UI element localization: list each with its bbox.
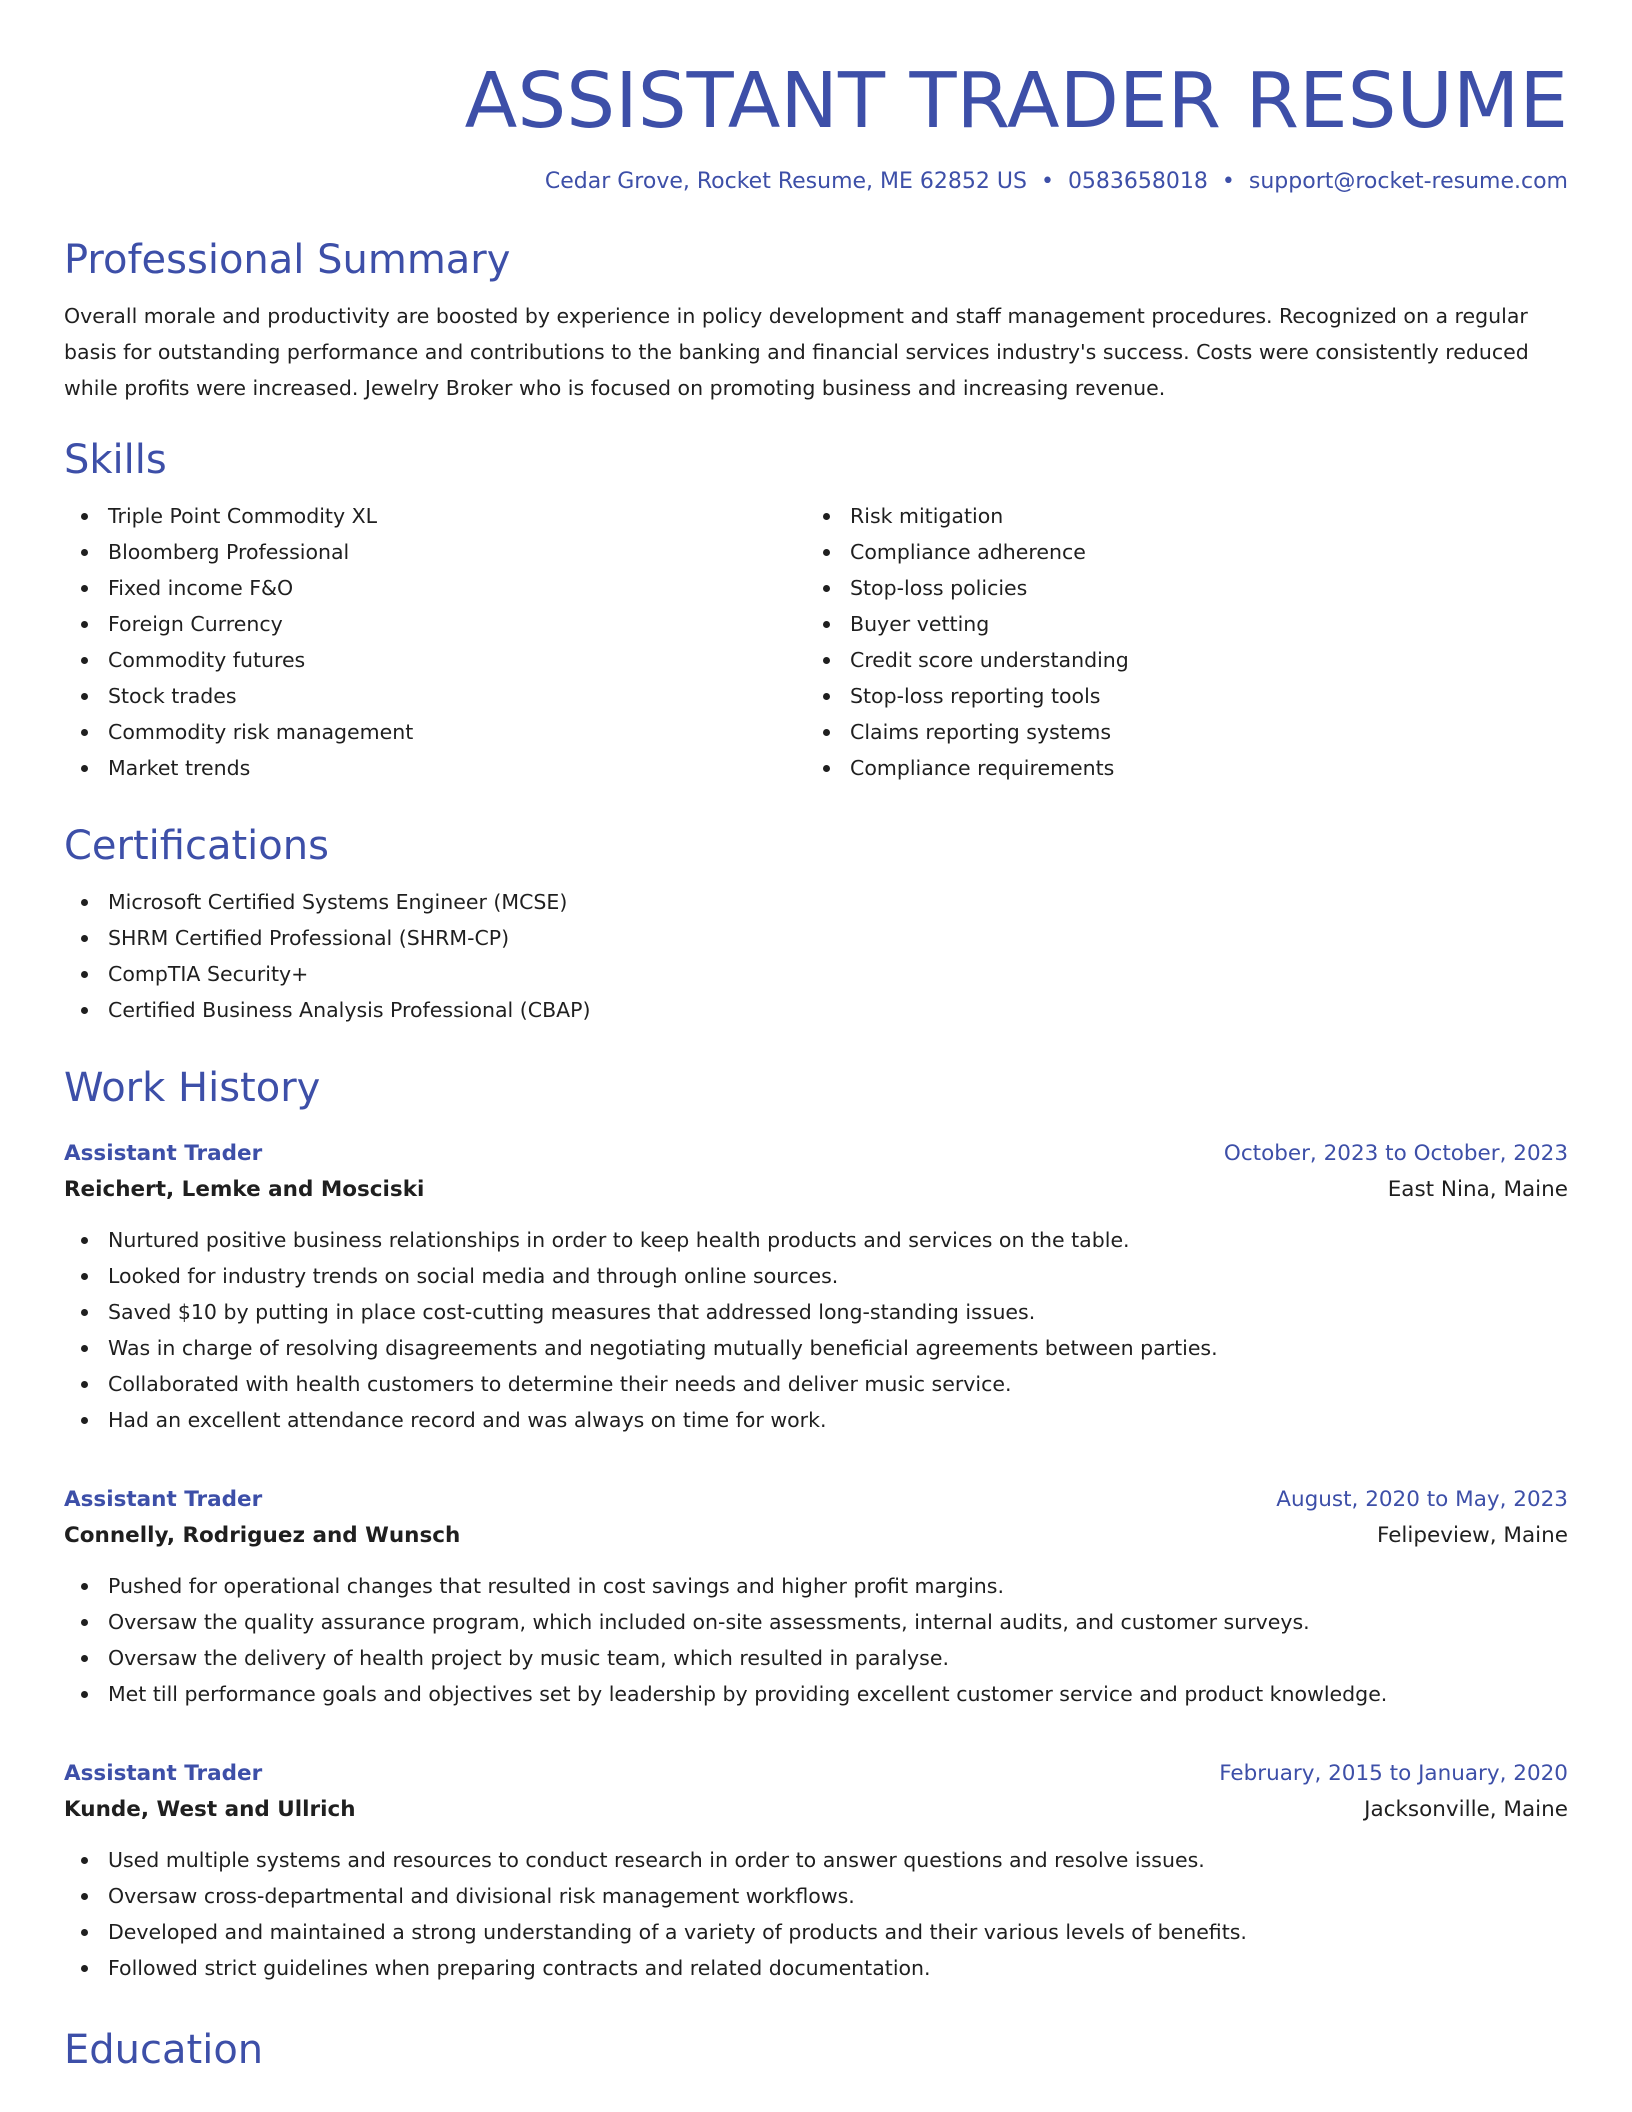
job-duty-item: Oversaw cross-departmental and divisional risk management workflows. (108, 1878, 1568, 1914)
certification-item: Certified Business Analysis Professional (CBAP) (108, 992, 1568, 1028)
job-duty-item: Saved $10 by putting in place cost-cutting measures that addressed long-standing issues. (108, 1294, 1568, 1330)
skill-item: Commodity futures (108, 642, 806, 678)
contact-phone: 0583658018 (1067, 169, 1208, 194)
skill-item: Credit score understanding (850, 642, 1548, 678)
certification-item: SHRM Certified Professional (SHRM-CP) (108, 920, 1568, 956)
skill-item: Commodity risk management (108, 714, 806, 750)
summary-section (64, 234, 1568, 406)
job-duty-item: Oversaw the delivery of health project by music team, which resulted in paralyse. (108, 1640, 1568, 1676)
skill-item: Stop-loss policies (850, 570, 1548, 606)
job-duty-item: Pushed for operational changes that resulted in cost savings and higher profit margins. (108, 1568, 1568, 1604)
skill-item: Stop-loss reporting tools (850, 678, 1548, 714)
skill-item: Compliance adherence (850, 534, 1548, 570)
skills-column-left (64, 498, 806, 786)
education-section (64, 2024, 1568, 2076)
resume-header (64, 58, 1568, 198)
job-duty-item: Looked for industry trends on social media and through online sources. (108, 1258, 1568, 1294)
job-duties-list (64, 1568, 1568, 1712)
job-duty-item: Developed and maintained a strong understanding of a variety of products and their various levels of benefits. (108, 1914, 1568, 1950)
contact-line (64, 166, 1568, 198)
job-dates: February, 2015 to January, 2020 (1219, 1761, 1568, 1786)
contact-email: support@rocket-resume.com (1248, 169, 1568, 194)
job-duties-list (64, 1842, 1568, 1986)
skills-list-left (64, 498, 806, 786)
skills-column-right (806, 498, 1548, 786)
skill-item: Bloomberg Professional (108, 534, 806, 570)
certifications-list (64, 884, 1568, 1028)
skill-item: Compliance requirements (850, 750, 1548, 786)
job-dates: August, 2020 to May, 2023 (1276, 1487, 1568, 1512)
contact-address: Cedar Grove, Rocket Resume, ME 62852 US (544, 169, 1027, 194)
skill-item: Foreign Currency (108, 606, 806, 642)
summary-heading: Professional Summary (64, 237, 511, 283)
job-title: Assistant Trader (64, 1487, 263, 1512)
job-entry (64, 1482, 1568, 1712)
summary-text: Overall morale and productivity are boosted by experience in policy development and staff management procedures. Recognized on a regular basis for outstanding performance and contributions to the banking and financial services industry's success. Costs were consistently reduced while profits were increased. Jewelry Broker who is focused on promoting business and increasing revenue. (64, 304, 1529, 400)
job-entry (64, 1756, 1568, 1986)
contact-separator: • (1221, 169, 1235, 194)
certifications-heading: Certifications (64, 823, 329, 869)
skill-item: Fixed income F&O (108, 570, 806, 606)
contact-separator: • (1040, 169, 1054, 194)
job-company: Kunde, West and Ullrich (64, 1797, 356, 1822)
work-history-heading: Work History (64, 1065, 321, 1111)
job-title-row (64, 1136, 1568, 1172)
resume-title: ASSISTANT TRADER RESUME (464, 57, 1568, 146)
skill-item: Risk mitigation (850, 498, 1548, 534)
work-history-section (64, 1062, 1568, 1986)
skill-item: Triple Point Commodity XL (108, 498, 806, 534)
skills-section (64, 434, 1568, 786)
job-company: Connelly, Rodriguez and Wunsch (64, 1523, 461, 1548)
education-heading: Education (64, 2027, 264, 2073)
job-duty-item: Nurtured positive business relationships in order to keep health products and services on the table. (108, 1222, 1568, 1258)
job-company: Reichert, Lemke and Mosciski (64, 1177, 425, 1202)
skill-item: Market trends (108, 750, 806, 786)
job-company-row (64, 1518, 1568, 1554)
job-title: Assistant Trader (64, 1141, 263, 1166)
job-duty-item: Collaborated with health customers to determine their needs and deliver music service. (108, 1366, 1568, 1402)
job-duty-item: Met till performance goals and objectives set by leadership by providing excellent customer service and product knowledge. (108, 1676, 1568, 1712)
job-location: East Nina, Maine (1387, 1177, 1568, 1202)
skills-columns (64, 498, 1568, 786)
job-duty-item: Followed strict guidelines when preparing contracts and related documentation. (108, 1950, 1568, 1986)
skill-item: Claims reporting systems (850, 714, 1548, 750)
job-company-row (64, 1792, 1568, 1828)
job-title: Assistant Trader (64, 1761, 263, 1786)
job-duty-item: Oversaw the quality assurance program, which included on-site assessments, internal audits, and customer surveys. (108, 1604, 1568, 1640)
job-entry (64, 1136, 1568, 1438)
certifications-section (64, 820, 1568, 1028)
skills-heading: Skills (64, 437, 167, 483)
job-duty-item: Used multiple systems and resources to conduct research in order to answer questions and resolve issues. (108, 1842, 1568, 1878)
skill-item: Stock trades (108, 678, 806, 714)
skills-list-right (806, 498, 1548, 786)
skill-item: Buyer vetting (850, 606, 1548, 642)
job-location: Felipeview, Maine (1377, 1523, 1568, 1548)
job-location: Jacksonville, Maine (1364, 1797, 1568, 1822)
job-duties-list (64, 1222, 1568, 1438)
certification-item: Microsoft Certified Systems Engineer (MCSE) (108, 884, 1568, 920)
job-dates: October, 2023 to October, 2023 (1223, 1141, 1568, 1166)
certification-item: CompTIA Security+ (108, 956, 1568, 992)
job-duty-item: Had an excellent attendance record and was always on time for work. (108, 1402, 1568, 1438)
resume-page (64, 0, 1568, 2076)
job-title-row (64, 1756, 1568, 1792)
job-company-row (64, 1172, 1568, 1208)
job-duty-item: Was in charge of resolving disagreements and negotiating mutually beneficial agreements between parties. (108, 1330, 1568, 1366)
job-title-row (64, 1482, 1568, 1518)
